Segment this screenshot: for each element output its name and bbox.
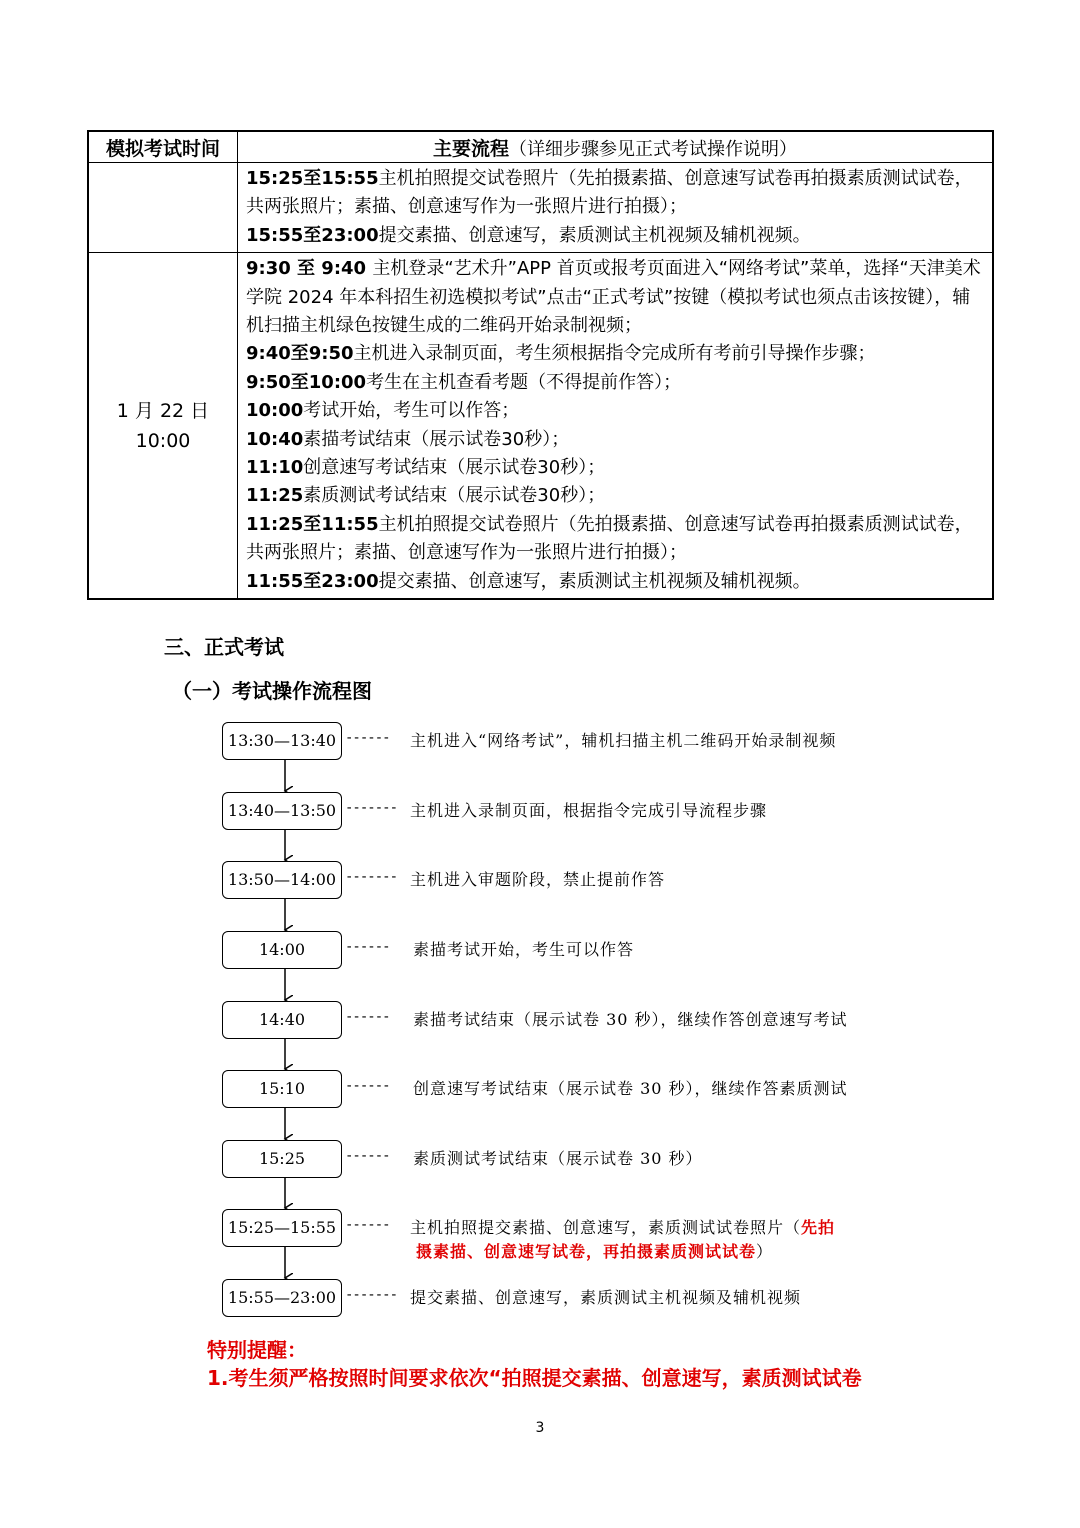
section-title: 三、正式考试 bbox=[164, 635, 284, 659]
flow-step-desc-end: ） bbox=[756, 1242, 774, 1261]
flow-step-desc: 主机进入“网络考试”，辅机扫描主机二维码开始录制视频 bbox=[410, 731, 837, 750]
flow-line bbox=[246, 568, 986, 596]
flow-line bbox=[246, 255, 986, 340]
table-row bbox=[88, 253, 993, 599]
row2-flow bbox=[238, 253, 994, 599]
flow-step-desc-highlight-line2 bbox=[416, 1240, 773, 1264]
flow-line bbox=[246, 222, 986, 250]
flow-line bbox=[246, 397, 986, 425]
table-row bbox=[88, 163, 993, 253]
flow-connector-dashes: ------ bbox=[345, 1078, 390, 1094]
flow-step-time-box: 14:00 bbox=[222, 931, 342, 969]
flow-connector-dashes: ------- bbox=[345, 869, 398, 885]
flow-line-text: 素描考试结束（展示试卷30秒）； bbox=[303, 428, 570, 450]
flow-line-time: 9:30 至 9:40 bbox=[246, 258, 373, 280]
flow-step-time-box: 15:25 bbox=[222, 1140, 342, 1178]
flow-step-time-box: 13:40—13:50 bbox=[222, 792, 342, 830]
flow-line-time: 9:40至9:50 bbox=[246, 343, 354, 365]
flow-line-text: 主机进入录制页面，考生须根据指令完成所有考前引导操作步骤； bbox=[353, 343, 876, 365]
flow-step-desc: 素质测试考试结束（展示试卷 30 秒） bbox=[413, 1149, 703, 1168]
schedule-table bbox=[87, 130, 994, 600]
header-flow-note: （详细步骤参见正式考试操作说明） bbox=[509, 138, 797, 160]
flow-step-time-box: 15:10 bbox=[222, 1070, 342, 1108]
flow-connector-dashes: ------- bbox=[345, 800, 398, 816]
table-header-row bbox=[88, 131, 993, 163]
flow-line bbox=[246, 426, 986, 454]
flow-step-time-box: 15:25—15:55 bbox=[222, 1209, 342, 1247]
flow-connector-dashes: ------ bbox=[345, 939, 390, 955]
flow-line-time: 11:25至11:55 bbox=[246, 513, 379, 535]
flow-step-desc: 创意速写考试结束（展示试卷 30 秒），继续作答素质测试 bbox=[413, 1079, 848, 1098]
flow-line-text: 创意速写考试结束（展示试卷30秒）； bbox=[303, 457, 606, 479]
flow-line-text: 考试开始，考生可以作答； bbox=[303, 400, 520, 422]
flow-line bbox=[246, 482, 986, 510]
flow-line-time: 15:25至15:55 bbox=[246, 168, 379, 189]
flow-step-time-box: 13:50—14:00 bbox=[222, 861, 342, 899]
flow-line-time: 9:50至10:00 bbox=[246, 371, 367, 393]
flow-step-time-box: 15:55—23:00 bbox=[222, 1279, 342, 1317]
header-flow bbox=[238, 131, 994, 163]
flow-line-text: 主机登录“艺术升”APP 首页或报考页面进入“网络考试”菜单，选择“天津美术学院 2024 年本科招生初选模拟考试”点击“正式考试”按键（模拟考试也须点击该按键），辅机扫描主机绿色按键生成的二维码开始录制视频； bbox=[246, 258, 981, 337]
flow-line-time: 10:40 bbox=[246, 428, 304, 450]
flow-line-text: 素质测试考试结束（展示试卷30秒）； bbox=[303, 485, 606, 507]
flow-line bbox=[246, 454, 986, 482]
flow-line-time: 11:55至23:00 bbox=[246, 570, 379, 592]
flow-step-time-box: 13:30—13:40 bbox=[222, 722, 342, 760]
reminder-item: 1.考生须严格按照时间要求依次“拍照提交素描、创意速写，素质测试试卷 bbox=[207, 1366, 862, 1390]
flow-step-desc: 主机进入审题阶段，禁止提前作答 bbox=[410, 870, 666, 889]
flow-line bbox=[246, 340, 986, 368]
row2-time bbox=[88, 253, 238, 599]
flow-line-time: 11:10 bbox=[246, 457, 304, 479]
flow-line-text: 主机拍照提交试卷照片（先拍摄素描、创意速写试卷再拍摄素质测试试卷，共两张照片；素描、创意速写作为一张照片进行拍摄）； bbox=[246, 168, 973, 218]
flow-step-desc bbox=[410, 1216, 835, 1240]
flow-connector-dashes: ------ bbox=[345, 730, 390, 746]
flow-step-desc: 主机进入录制页面，根据指令完成引导流程步骤 bbox=[410, 801, 768, 820]
flow-line bbox=[246, 511, 986, 568]
subsection-title: （一）考试操作流程图 bbox=[172, 679, 372, 703]
flow-step-time-box: 14:40 bbox=[222, 1001, 342, 1039]
flow-step-desc-highlight: 摄素描、创意速写试卷，再拍摄素质测试试卷 bbox=[416, 1242, 757, 1261]
flow-line-text: 主机拍照提交试卷照片（先拍摄素描、创意速写试卷再拍摄素质测试试卷，共两张照片；素描、创意速写作为一张照片进行拍摄）； bbox=[246, 513, 973, 564]
flow-line bbox=[246, 165, 986, 222]
flow-step-desc-highlight: 先拍 bbox=[801, 1218, 836, 1237]
row2-clock: 10:00 bbox=[135, 429, 191, 452]
flow-step-desc: 素描考试结束（展示试卷 30 秒），继续作答创意速写考试 bbox=[413, 1010, 848, 1029]
flow-line-text: 提交素描、创意速写，素质测试主机视频及辅机视频。 bbox=[378, 224, 811, 246]
flow-connector-dashes: ------ bbox=[345, 1148, 390, 1164]
header-flow-main: 主要流程 bbox=[432, 137, 509, 160]
flow-step-desc: 素描考试开始，考生可以作答 bbox=[413, 940, 635, 959]
flow-line-time: 11:25 bbox=[246, 485, 304, 507]
header-time: 模拟考试时间 bbox=[88, 131, 238, 163]
flow-line-time: 15:55至23:00 bbox=[246, 224, 379, 246]
row2-date: 1 月 22 日 bbox=[116, 399, 210, 422]
page-number: 3 bbox=[535, 1420, 545, 1436]
flow-connector-dashes: ------ bbox=[345, 1009, 390, 1025]
flow-line-text: 考生在主机查看考题（不得提前作答）； bbox=[366, 371, 682, 393]
flow-step-desc-text: 主机拍照提交素描、创意速写，素质测试试卷照片（ bbox=[410, 1218, 802, 1237]
flow-line-text: 提交素描、创意速写，素质测试主机视频及辅机视频。 bbox=[378, 570, 811, 592]
flow-line bbox=[246, 369, 986, 397]
flow-line-time: 10:00 bbox=[246, 400, 304, 422]
flow-step-desc: 提交素描、创意速写，素质测试主机视频及辅机视频 bbox=[410, 1288, 802, 1307]
flow-connector-dashes: ------ bbox=[345, 1217, 390, 1233]
flow-connector-dashes: ------- bbox=[345, 1287, 398, 1303]
reminder-title: 特别提醒： bbox=[207, 1338, 307, 1362]
row1-time bbox=[88, 163, 238, 253]
row1-flow bbox=[238, 163, 994, 253]
